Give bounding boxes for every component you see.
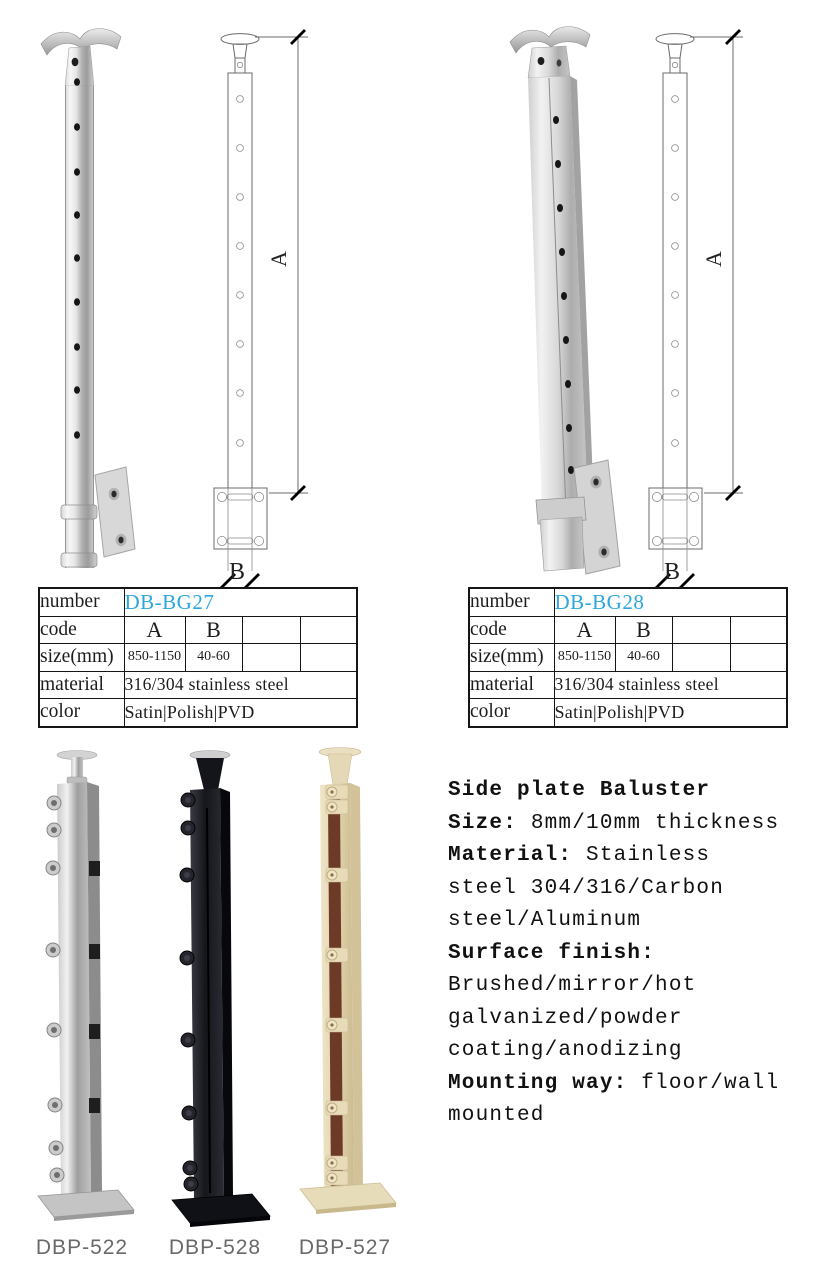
material-label: material xyxy=(469,671,554,699)
color-label: color xyxy=(39,699,124,727)
finish-spec-value: coating/anodizing xyxy=(448,1039,683,1062)
top-cap xyxy=(319,748,361,786)
row-size xyxy=(39,644,357,672)
number-value: DB-BG28 xyxy=(554,588,787,616)
dimension-line-a xyxy=(690,30,743,500)
base-plate xyxy=(300,1183,396,1214)
code-empty xyxy=(730,616,787,644)
drawing-post xyxy=(228,73,252,488)
finish-spec-label: Surface finish: xyxy=(448,941,656,965)
model-label-dbp-522: DBP-522 xyxy=(35,1236,129,1259)
code-empty xyxy=(242,616,300,644)
code-label: code xyxy=(469,616,554,644)
neck-hole xyxy=(72,58,79,66)
technical-drawing-db-bg27 xyxy=(195,15,335,590)
row-material xyxy=(39,671,357,699)
description-block xyxy=(448,775,820,1133)
finish-spec-value: Brushed/mirror/hot xyxy=(448,974,697,997)
size-a: 850-1150 xyxy=(124,644,185,672)
material-value: 316/304 stainless steel xyxy=(554,671,787,699)
size-empty xyxy=(672,644,730,672)
top-cap xyxy=(57,751,97,785)
mounting-spec-value: floor/wall xyxy=(627,1071,780,1095)
row-material xyxy=(469,671,787,699)
model-label-dbp-527: DBP-527 xyxy=(298,1236,392,1259)
size-empty xyxy=(300,644,357,672)
row-code xyxy=(39,616,357,644)
size-label: size(mm) xyxy=(39,644,124,672)
photo-round-baluster-db-bg27 xyxy=(33,12,138,582)
dimension-line-a xyxy=(255,30,308,500)
row-number xyxy=(39,588,357,616)
size-empty xyxy=(242,644,300,672)
photo-baluster-dbp-528 xyxy=(160,748,275,1230)
material-spec-value: steel/Aluminum xyxy=(448,909,642,932)
size-empty xyxy=(730,644,787,672)
dimension-line-b xyxy=(656,559,694,588)
color-label: color xyxy=(469,699,554,727)
lower-collar-and-foot xyxy=(536,497,586,571)
number-label: number xyxy=(39,588,124,616)
row-size xyxy=(469,644,787,672)
material-spec-value: steel 304/316/Carbon xyxy=(448,876,725,900)
technical-drawing-db-bg28 xyxy=(630,15,770,590)
color-value: Satin|Polish|PVD xyxy=(124,699,357,727)
code-empty xyxy=(672,616,730,644)
handrail-saddle-cap xyxy=(510,27,590,78)
dim-a-label: A xyxy=(701,251,726,267)
drawing-cap xyxy=(656,34,694,73)
photo-baluster-dbp-527 xyxy=(290,745,405,1223)
drawing-holes xyxy=(672,96,679,447)
handrail-saddle-cap xyxy=(41,29,121,86)
size-spec-label: Size: xyxy=(448,811,518,835)
spec-table-db-bg27 xyxy=(38,587,358,728)
row-color xyxy=(39,699,357,727)
round-post-body xyxy=(65,86,94,568)
size-spec-value: 8mm/10mm thickness xyxy=(517,811,780,835)
row-color xyxy=(469,699,787,727)
code-a: A xyxy=(124,616,185,644)
drawing-cap xyxy=(221,34,259,73)
base-plate xyxy=(38,1190,134,1221)
dim-b-label: B xyxy=(664,559,681,585)
row-code xyxy=(469,616,787,644)
dimension-line-b xyxy=(221,559,259,588)
number-label: number xyxy=(469,588,554,616)
code-label: code xyxy=(39,616,124,644)
top-cap xyxy=(190,751,230,791)
model-label-dbp-528: DBP-528 xyxy=(168,1236,262,1259)
dim-b-label: B xyxy=(229,559,246,585)
size-a: 850-1150 xyxy=(554,644,615,672)
size-b: 40-60 xyxy=(615,644,672,672)
photo-square-baluster-db-bg28 xyxy=(482,8,642,580)
size-b: 40-60 xyxy=(185,644,242,672)
code-empty xyxy=(300,616,357,644)
finish-spec-value: galvanized/powder xyxy=(448,1006,683,1030)
spec-table-db-bg28 xyxy=(468,587,788,728)
mounting-spec-label: Mounting way: xyxy=(448,1071,628,1095)
code-b: B xyxy=(615,616,672,644)
row-number xyxy=(469,588,787,616)
dim-a-label: A xyxy=(266,251,291,267)
description-title: Side plate Baluster xyxy=(448,779,711,802)
material-spec-label: Material: xyxy=(448,844,573,867)
drawing-holes xyxy=(237,96,244,447)
number-value: DB-BG27 xyxy=(124,588,357,616)
code-a: A xyxy=(554,616,615,644)
mounting-spec-value: mounted xyxy=(448,1104,545,1127)
material-spec-value: Stainless xyxy=(572,844,711,867)
material-value: 316/304 stainless steel xyxy=(124,671,357,699)
square-post-body xyxy=(528,76,594,513)
material-label: material xyxy=(39,671,124,699)
side-mount-plate xyxy=(95,467,135,557)
base-plate xyxy=(172,1194,270,1227)
drawing-post xyxy=(663,73,687,488)
size-label: size(mm) xyxy=(469,644,554,672)
bar-front-face xyxy=(57,782,91,1197)
code-b: B xyxy=(185,616,242,644)
color-value: Satin|Polish|PVD xyxy=(554,699,787,727)
photo-baluster-dbp-522 xyxy=(30,748,145,1226)
